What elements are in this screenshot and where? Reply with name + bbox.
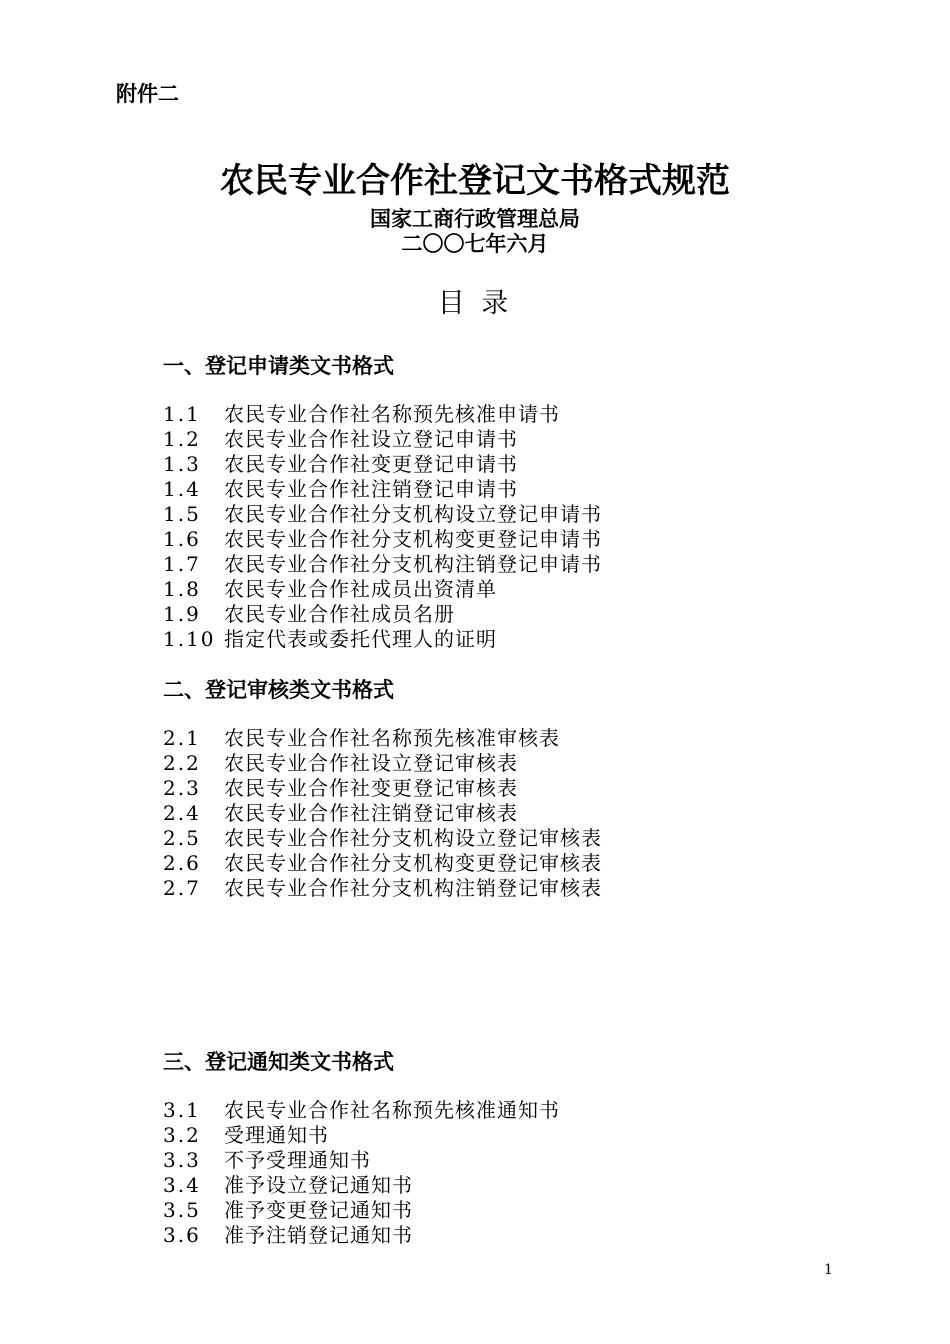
item-number: 2.6 bbox=[163, 851, 201, 875]
item-number: 1.9 bbox=[163, 602, 201, 626]
item-number: 3.3 bbox=[163, 1148, 201, 1172]
section-heading: 二、登记审核类文书格式 bbox=[163, 678, 394, 702]
toc-item bbox=[163, 402, 863, 427]
toc-item bbox=[163, 427, 863, 452]
item-number: 1.8 bbox=[163, 577, 201, 601]
item-number: 2.3 bbox=[163, 776, 201, 800]
item-number: 1.10 bbox=[163, 627, 216, 651]
item-number: 2.5 bbox=[163, 826, 201, 850]
toc-item bbox=[163, 527, 863, 552]
toc-item bbox=[163, 1098, 863, 1123]
toc-item bbox=[163, 1148, 863, 1173]
item-title: 不予受理通知书 bbox=[224, 1148, 371, 1172]
toc-item bbox=[163, 826, 863, 851]
item-number: 1.7 bbox=[163, 552, 201, 576]
item-title: 农民专业合作社分支机构设立登记审核表 bbox=[224, 826, 602, 850]
toc-item bbox=[163, 726, 863, 751]
item-title: 农民专业合作社设立登记审核表 bbox=[224, 751, 518, 775]
toc-item bbox=[163, 851, 863, 876]
toc-item bbox=[163, 1198, 863, 1223]
item-number: 1.5 bbox=[163, 502, 201, 526]
toc-item bbox=[163, 502, 863, 527]
item-number: 1.1 bbox=[163, 402, 201, 426]
toc-item bbox=[163, 1223, 863, 1248]
attachment-label: 附件二 bbox=[116, 82, 179, 106]
item-title: 准予设立登记通知书 bbox=[224, 1173, 413, 1197]
item-title: 农民专业合作社成员名册 bbox=[224, 602, 455, 626]
item-title: 农民专业合作社分支机构变更登记申请书 bbox=[224, 527, 602, 551]
item-title: 农民专业合作社分支机构注销登记申请书 bbox=[224, 552, 602, 576]
item-number: 3.6 bbox=[163, 1223, 201, 1247]
item-number: 2.2 bbox=[163, 751, 201, 775]
toc-item bbox=[163, 776, 863, 801]
item-number: 2.4 bbox=[163, 801, 201, 825]
item-title: 农民专业合作社设立登记申请书 bbox=[224, 427, 518, 451]
toc-item bbox=[163, 477, 863, 502]
item-number: 3.4 bbox=[163, 1173, 201, 1197]
toc-item bbox=[163, 751, 863, 776]
item-number: 2.1 bbox=[163, 726, 201, 750]
item-title: 农民专业合作社分支机构变更登记审核表 bbox=[224, 851, 602, 875]
section-heading: 一、登记申请类文书格式 bbox=[163, 354, 394, 378]
toc-item bbox=[163, 627, 863, 652]
item-number: 1.2 bbox=[163, 427, 201, 451]
item-title: 指定代表或委托代理人的证明 bbox=[224, 627, 497, 651]
toc-item bbox=[163, 1173, 863, 1198]
item-number: 3.2 bbox=[163, 1123, 201, 1147]
item-number: 1.6 bbox=[163, 527, 201, 551]
item-number: 3.5 bbox=[163, 1198, 201, 1222]
item-title: 农民专业合作社分支机构注销登记审核表 bbox=[224, 876, 602, 900]
item-title: 准予注销登记通知书 bbox=[224, 1223, 413, 1247]
document-title: 农民专业合作社登记文书格式规范 bbox=[220, 161, 730, 201]
item-number: 3.1 bbox=[163, 1098, 201, 1122]
issuing-authority: 国家工商行政管理总局 bbox=[370, 207, 580, 231]
item-title: 农民专业合作社成员出资清单 bbox=[224, 577, 497, 601]
toc-item bbox=[163, 801, 863, 826]
item-title: 准予变更登记通知书 bbox=[224, 1198, 413, 1222]
item-number: 2.7 bbox=[163, 876, 201, 900]
toc-item bbox=[163, 452, 863, 477]
item-title: 农民专业合作社变更登记申请书 bbox=[224, 452, 518, 476]
toc-section-review bbox=[163, 675, 863, 901]
toc-section-application bbox=[163, 351, 863, 652]
issue-date: 二〇〇七年六月 bbox=[401, 232, 549, 256]
page-number: 1 bbox=[824, 1262, 833, 1278]
item-title: 农民专业合作社名称预先核准通知书 bbox=[224, 1098, 560, 1122]
toc-title: 目 录 bbox=[437, 288, 513, 319]
item-title: 受理通知书 bbox=[224, 1123, 329, 1147]
item-number: 1.3 bbox=[163, 452, 201, 476]
toc-item bbox=[163, 577, 863, 602]
item-title: 农民专业合作社分支机构设立登记申请书 bbox=[224, 502, 602, 526]
item-title: 农民专业合作社注销登记申请书 bbox=[224, 477, 518, 501]
toc-section-notice bbox=[163, 1047, 863, 1248]
item-title: 农民专业合作社名称预先核准申请书 bbox=[224, 402, 560, 426]
item-title: 农民专业合作社变更登记审核表 bbox=[224, 776, 518, 800]
toc-item bbox=[163, 876, 863, 901]
toc-item bbox=[163, 552, 863, 577]
item-number: 1.4 bbox=[163, 477, 201, 501]
toc-item bbox=[163, 602, 863, 627]
toc-item bbox=[163, 1123, 863, 1148]
item-title: 农民专业合作社注销登记审核表 bbox=[224, 801, 518, 825]
section-heading: 三、登记通知类文书格式 bbox=[163, 1050, 394, 1074]
item-title: 农民专业合作社名称预先核准审核表 bbox=[224, 726, 560, 750]
